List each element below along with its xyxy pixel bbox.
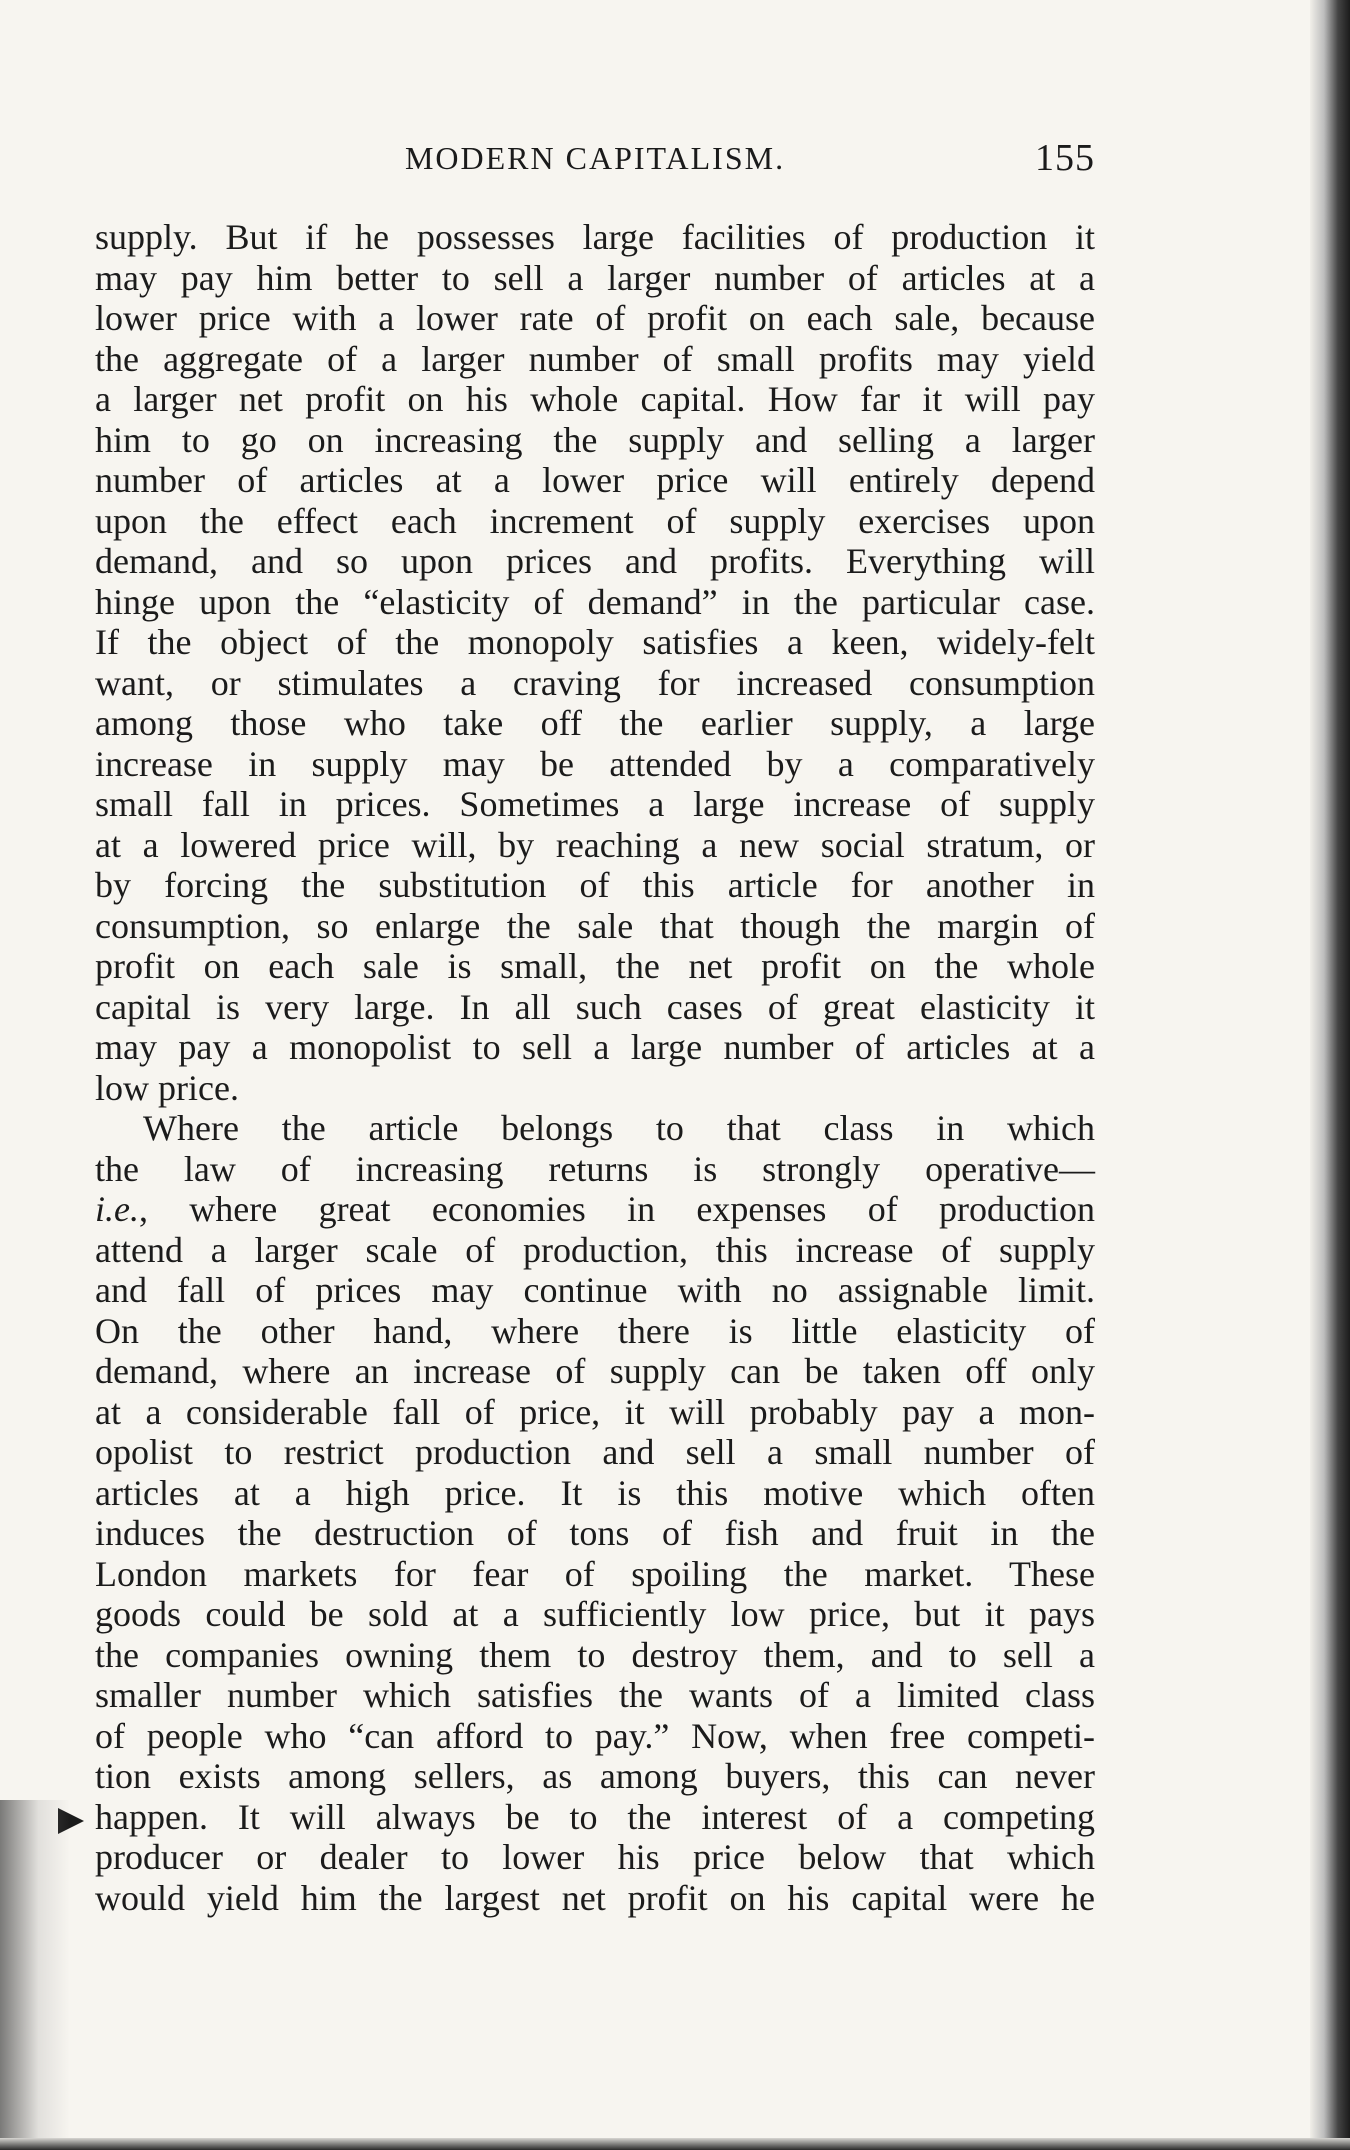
text-line: induces the destruction of tons of fish and fruit in the: [95, 1513, 1095, 1553]
text-line: attend a larger scale of production, this increase of supply: [95, 1229, 1095, 1270]
text-line: the aggregate of a larger number of small profits may yield: [95, 338, 1095, 379]
text-line-mixed: [95, 1189, 1095, 1230]
text-line: at a lowered price will, by reaching a new social stratum, or: [95, 824, 1095, 865]
text-line: capital is very large. In all such cases of great elasticity it: [95, 986, 1095, 1027]
text-line: him to go on increasing the supply and selling a larger: [95, 419, 1095, 460]
text-line-rest: , where great economies in expenses of production: [138, 1189, 1095, 1229]
text-line: London markets for fear of spoiling the market. These: [95, 1553, 1095, 1594]
text-line: happen. It will always be to the interest of a competing: [95, 1796, 1095, 1837]
text-line: and fall of prices may continue with no assignable limit.: [95, 1270, 1095, 1310]
text-line: by forcing the substitution of this article for another in: [95, 865, 1095, 905]
text-line: demand, and so upon prices and profits. Everything will: [95, 541, 1095, 581]
body-text: [95, 217, 1095, 1918]
text-line: upon the effect each increment of supply exercises upon: [95, 500, 1095, 541]
text-line: at a considerable fall of price, it will probably pay a mon-: [95, 1391, 1095, 1432]
text-line: would yield him the largest net profit on his capital were he: [95, 1877, 1095, 1918]
text-line: want, or stimulates a craving for increased consumption: [95, 662, 1095, 703]
text-line: number of articles at a lower price will entirely depend: [95, 460, 1095, 500]
text-line: If the object of the monopoly satisfies a keen, widely-felt: [95, 622, 1095, 662]
text-line: smaller number which satisfies the wants of a limited class: [95, 1675, 1095, 1715]
running-title: MODERN CAPITALISM.: [404, 140, 786, 176]
text-line: lower price with a lower rate of profit on each sale, because: [95, 298, 1095, 338]
text-line: among those who take off the earlier supply, a large: [95, 703, 1095, 743]
text-line: articles at a high price. It is this motive which often: [95, 1472, 1095, 1513]
text-line: consumption, so enlarge the sale that though the margin of: [95, 905, 1095, 946]
page-stain: [0, 1800, 70, 2150]
text-line: a larger net profit on his whole capital. How far it will pay: [95, 379, 1095, 419]
text-line: may pay a monopolist to sell a large number of articles at a: [95, 1027, 1095, 1067]
italic-abbreviation: i.e.: [95, 1189, 139, 1229]
text-line: On the other hand, where there is little elasticity of: [95, 1310, 1095, 1351]
text-line: goods could be sold at a sufficiently low price, but it pays: [95, 1594, 1095, 1634]
text-line: small fall in prices. Sometimes a large increase of supply: [95, 784, 1095, 824]
text-line: low price.: [95, 1067, 239, 1108]
text-line: profit on each sale is small, the net profit on the whole: [95, 946, 1095, 986]
text-line: may pay him better to sell a larger number of articles at a: [95, 257, 1095, 298]
page-number: 155: [1035, 137, 1095, 179]
text-line: demand, where an increase of supply can be taken off only: [95, 1351, 1095, 1391]
binding-edge: [1310, 0, 1350, 2150]
text-line: opolist to restrict production and sell a small number of: [95, 1432, 1095, 1472]
text-line: producer or dealer to lower his price below that which: [95, 1837, 1095, 1877]
text-line: supply. But if he possesses large facilities of production it: [95, 217, 1095, 257]
text-line: Where the article belongs to that class in which: [143, 1108, 1095, 1148]
text-line: the law of increasing returns is strongly operative—: [95, 1148, 1095, 1189]
page-bottom-edge: [0, 2138, 1350, 2150]
text-line: hinge upon the “elasticity of demand” in the particular case.: [95, 581, 1095, 622]
text-line: of people who “can afford to pay.” Now, when free competi-: [95, 1715, 1095, 1756]
running-head: [95, 136, 1095, 186]
text-line: the companies owning them to destroy them, and to sell a: [95, 1634, 1095, 1675]
text-line: tion exists among sellers, as among buyers, this can never: [95, 1756, 1095, 1796]
text-line: increase in supply may be attended by a comparatively: [95, 743, 1095, 784]
